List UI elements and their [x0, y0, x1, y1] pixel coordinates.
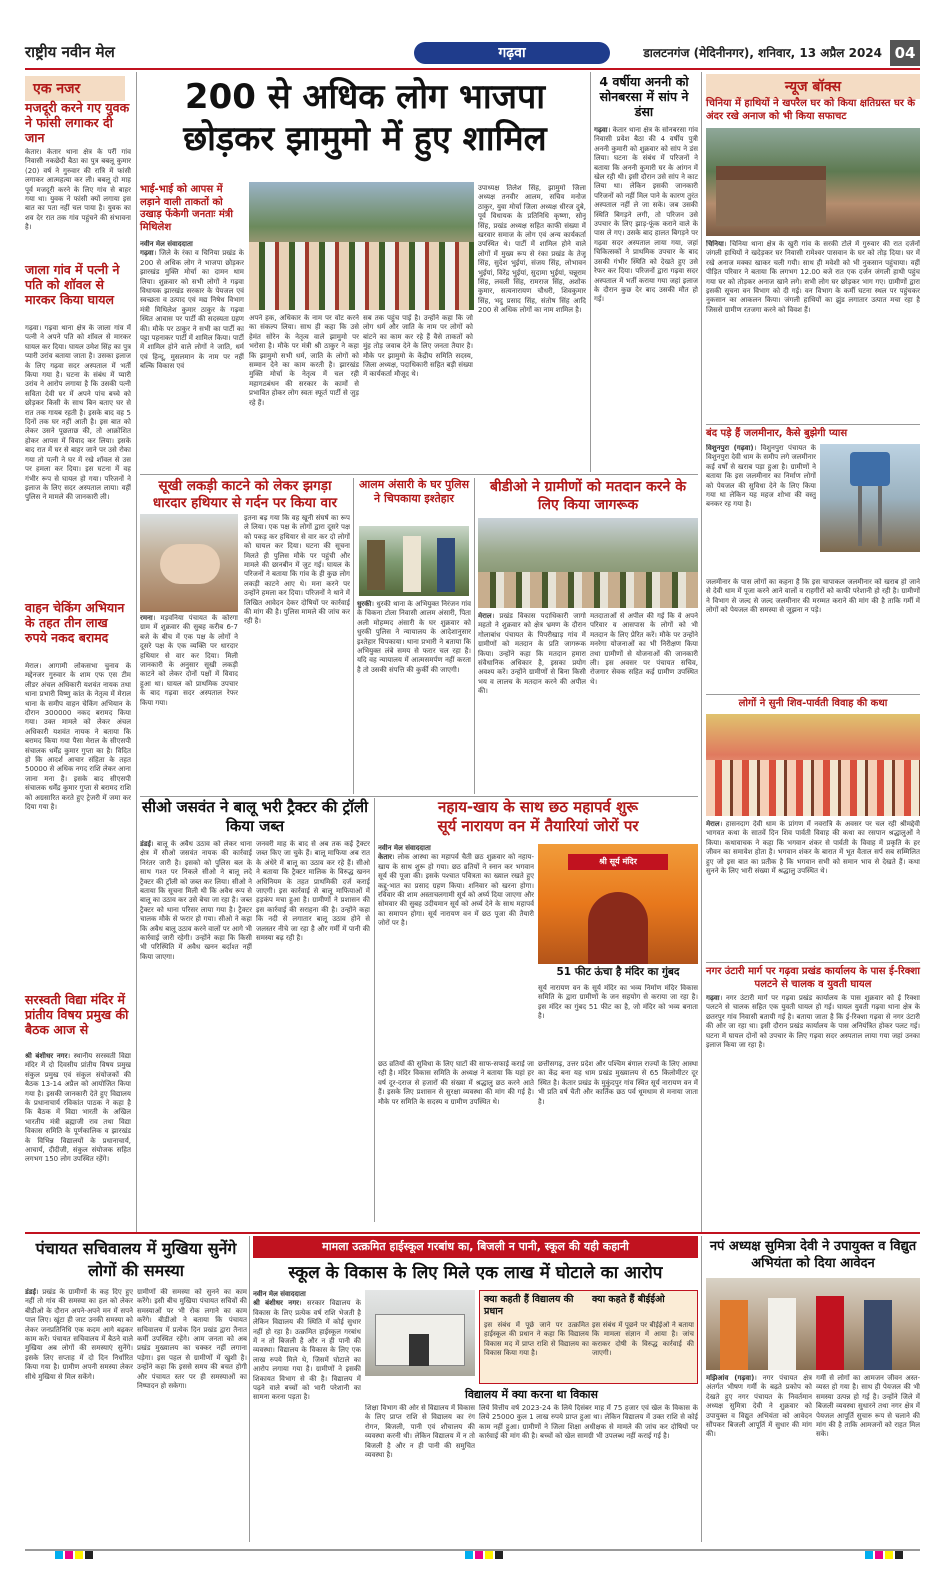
temple-door [588, 892, 648, 964]
headline-majdoori: मजदूरी करने गए युवक ने फांसी लगाकर दी जान [25, 100, 130, 145]
tank-leg [858, 486, 862, 546]
photo-injured [140, 514, 238, 612]
jalminar-body: विशुनपुरा (गढ़वा)। विशुनपुरा पंचायत के विशुनपुरा देवी धाम के समीप लगे जलमीनार कई वर्षों से खराब पड़ा हुआ है। ग्रामीणों ने बताया कि इस जलमीनार का निर्माण लोगों को पेयजल की सुविधा देने के लिए किया गया था लेकिन यह महज शोभा की वस्तु बनकर रह गया है। [706, 444, 816, 509]
byline: नवीन मेल संवाददाता [140, 240, 193, 248]
lead-photo-group [249, 182, 474, 310]
person-shape [367, 540, 385, 590]
person-shape [816, 1296, 844, 1370]
cmyk-swatch [465, 1551, 473, 1559]
school-body-1: नवीन मेल संवाददाता श्री बंशीधर नगर। सरकार विद्यालय के विकास के लिए प्रत्येक वर्ष राशि भेजती है लेकिन विद्यालय की स्थिति में कोई सुधार नहीं हो रहा है। उत्क्रमित हाईस्कूल गरबांध में न तो बिजली है और न ही पानी की व्यवस्था। विद्यालय के विकास के लिए एक लाख रुपये मिले थे, जिसमें घोटाले का आरोप लगाया गया है। ग्रामीणों ने इसकी शिकायत विभाग से की है। विद्यालय में पढ़ने वाले बच्चों को भारी परेशानी का सामना करना पड़ता है। [253, 1290, 361, 1402]
seo-body-1: डंडई। बालू के अवैध उठाव को लेकर थाना क्षेत्र में सीओ जसवंत नायक की कार्रवाई निरंतर जारी है। इसको को पुलिस बल के साथ गश्त पर निकले सीओ ने बालू लदे ट्रैक्टर की ट्रॉली को जब्त कर लिया। सीओ ने बताया कि सूचना मिली थी कि अवैध रूप से बालू का उठाव कर उसे बेचा जा रहा है। जब्त ट्रैक्टर को थाना परिसर लाया गया है। ट्रैक्टर चालक मौके से फरार हो गया। सीओ ने कहा कि अवैध बालू उठाव करने वालों पर आगे भी कार्रवाई जारी रहेगी। उन्होंने कहा कि किसी भी परिस्थिति में अवैध खनन बर्दाश्त नहीं किया जाएगा। [140, 840, 252, 961]
person-shape [768, 1298, 796, 1370]
lead-body-col1: नवीन मेल संवाददाता गढ़वा। जिले के रंका व चिनिया प्रखंड के 200 से अधिक लोग ने भाजपा छोड़कर झारखंड मुक्ति मोर्चा का दामन थाम लिया। शुक्रवार को सभी लोगों ने गढ़वा विधायक झारखंड सरकार के पेयजल एवं स्वच्छता व उत्पाद एवं मद्य निषेध विभाग मंत्री मिथिलेश कुमार ठाकुर के गढ़वा स्थित आवास पर पार्टी की सदस्यता ग्रहण की। मौके पर ठाकुर ने सभी का पार्टी का पट्टा पहनाकर पार्टी में शामिल किया। पार्टी में शामिल होने वाले लोगों ने जाति, धर्म एवं हिन्दू, मुसलमान के नाम पर नहीं बल्कि विकास एवं [140, 240, 244, 371]
dateline-word: मझिआंव (गढ़वा) [706, 1374, 755, 1382]
photo-police [359, 526, 469, 596]
sumitra-body-1: मझिआंव (गढ़वा)। नगर पंचायत क्षेत्र अंतर्गत भीषण गर्मी के बढ़ते प्रकोप को देखते हुए नगर पंचायत के निवर्तमान अध्यक्ष सुमित्रा देवी ने शुक्रवार को उपायुक्त व विद्युत अभियंता को आवेदन सौंपकर बिजली आपूर्ति में सुधार की मांग की। [706, 1374, 812, 1439]
dateline-word: रमना [140, 614, 153, 622]
headline-panchayat: पंचायत सचिवालय में मुखिया सुनेंगे लोगों की समस्या [35, 1239, 237, 1280]
lead-headline-block [140, 76, 590, 186]
body-text: केतार। केतार थाना क्षेत्र के पर्री गांव निवासी नकछेदी बैठा का पुत्र बबलू कुमार (20) वर्ष ने गुरुवार की रात्रि में फांसी लगाकर आत्महत्या कर ली। बबलू दो माह पूर्व मजदूरी करने के लिए गांव से बाहर गया था। युवक ने फांसी क्यों लगाया इस बात का पता नहीं चल पाया है। युवक का शव देर रात तक गांव पहुंचने की संभावना है। [25, 148, 131, 232]
headline-sukhi-lakdi: सूखी लकड़ी काटने को लेकर झगड़ा धारदार हथियार से गर्दन पर किया वार [152, 478, 338, 511]
chhath-body-2: सूर्य नारायण वन के सूर्य मंदिर का भव्य निर्माण मंदिर विकास समिति के द्वारा ग्रामीणों के जन सहयोग से कराया जा रहा है। इस मंदिर का गुंबद 51 फीट का है, जो मंदिर को भव्य बनाता है। [538, 984, 698, 1021]
quote-beeo-body: इस संबंध में पूछने पर बीईईओ ने बताया कि मामला संज्ञान में आया है। जांच कराकर दोषी के विरुद्ध कार्रवाई की जाएगी। [592, 1321, 694, 1358]
headline-e-rickshaw: नगर उंटारी मार्ग पर गढ़वा प्रखंड कार्यालय के पास ई-रिक्शा पलटने से चालक व युवती घायल [706, 966, 920, 990]
divider [706, 962, 920, 963]
headline-seo-jaswant: सीओ जसवंत ने बालू भरी ट्रैक्टर की ट्रॉली किया जब्त [142, 798, 368, 835]
dateline-word: धुरकी [357, 600, 372, 608]
cmyk-swatch [55, 1551, 63, 1559]
crowd-shape [249, 242, 474, 310]
headline-vahan: वाहन चेकिंग अभियान के तहत तीन लाख रुपये नकद बरामद [25, 600, 125, 645]
sumitra-body-2: गर्मी से लोगों का आमजन जीवन अस्त-व्यस्त हो गया है। साथ ही पेयजल की भी समस्या उत्पन्न हो गई है। उन्होंने जिले में बिजली व्यवस्था सुधारने तथा नगर क्षेत्र में पेयजल आपूर्ति सुचारु रूप से चलाने की मांग की है ताकि आमजनों को राहत मिल सके। [816, 1374, 920, 1439]
cmyk-swatch [85, 1551, 93, 1559]
door-shape [409, 1334, 429, 1366]
quote-principal-head: क्या कहती हैं विद्यालय की प्रधान [484, 1294, 574, 1317]
byline: श्री बंशीधर नगर [25, 1052, 68, 1060]
dateline: डालटनगंज (मेदिनीनगर), शनिवार, 13 अप्रैल 2024 [643, 46, 882, 60]
body-text: श्री बंशीधर नगर। स्थानीय सरस्वती विद्या मंदिर में दो दिवसीय प्रांतीय विषय प्रमुख संकुल प्रमुख एवं संकुल संयोजकों की बैठक 13-14 अप्रैल को आयोजित किया गया है। इसकी जानकारी देते हुए विद्यालय के प्रधानाचार्य रविकांत पाठक ने कहा है कि बैठक में विद्या भारती के अखिल भारतीय मंत्री ब्रह्माजी राव तथा विद्या विकास समिति के पूर्णकालिक व झारखंड के विभिन्न विद्यालयों के प्रधानाचार्य, आचार्य, दीदीजी, संकुल संयोजक सहित लगभग 150 लोग उपस्थित रहेंगे। [25, 1052, 131, 1164]
photo-school [365, 1290, 475, 1376]
dateline-word: मेराल [478, 612, 492, 620]
person-shape [864, 1300, 892, 1370]
dateline-word: केतार [378, 853, 393, 862]
subhead-development: विद्यालय में क्या करना था विकास [465, 1388, 598, 1401]
photo-water-tank [820, 444, 920, 552]
chhath-body-3: छठ व्रतियों की सुविधा के लिए घाटों की साफ-सफाई कराई जा रही है। मंदिर विकास समिति के अध्यक्ष ने बताया कि यहां हर वर्ष दूर-दराज से हजारों की संख्या में श्रद्धालु छठ करने आते हैं। इसके लिए प्रशासन से सुरक्षा व्यवस्था की मांग की गई है। मौके पर समिति के सदस्य व ग्रामीण उपस्थित थे। [378, 1060, 534, 1106]
lead-headline-line1: 200 से अधिक लोग भाजपा [184, 77, 546, 117]
cmyk-swatch [895, 1551, 903, 1559]
page-number: 04 [890, 40, 920, 66]
person-shape [403, 536, 421, 592]
cmyk-swatch [475, 1551, 483, 1559]
panchayat-body-2: ग्रामीणों की समस्या को सुनने का काम करेंगे। इसी बीच मुखिया पंचायत सचिवों की समस्याओं पर भी रोक लगाने का काम करेंगे। बीडीओ ने बताया कि पंचायत सचिवालय में प्रत्येक दिन प्रखंड द्वारा तैनात कर्मी उपस्थित रहेंगे। आम जनता को अब प्रखंड मुख्यालय का चक्कर नहीं लगाना पड़ेगा। इस पहल से ग्रामीणों में खुशी है। उन्होंने कहा कि इससे समय की बचत होगी और पंचायत स्तर पर ही समस्याओं का निष्पादन हो सकेगा। [137, 1288, 247, 1391]
photo-officials [706, 1278, 920, 1370]
bdo-body-1: मेराल। प्रखंड विकास पदाधिकारी जागो महतो ने शुक्रवार को क्षेत्र भ्रमण के दौरान गोलाबांध पंचायत के पिपरीखाड़ गांव में ग्रामीणों को मतदान के प्रति जागरूक किया। उन्होंने कहा कि मतदान हमारा संवैधानिक अधिकार है, इसका प्रयोग अवश्य करें। उन्होंने ग्रामीणों से बिना किसी भय व लालच के मतदान करने की अपील की। [478, 612, 586, 696]
column-divider [701, 1236, 702, 1542]
school-body-2: शिक्षा विभाग की ओर से विद्यालय में विकास के लिए प्राप्त राशि से विद्यालय का रंग रोगन, बिजली, पानी एवं शौचालय की व्यवस्था करनी थी। लेकिन विद्यालय में न तो बिजली है और न ही पानी की समुचित व्यवस्था है। [365, 1404, 475, 1460]
lead-body-col2: अपने हक, अधिकार के नाम पर वोट करने का संकल्प लिया। साथ ही कहा कि उसे हेमंत सोरेन के नेतृत्व वाले झामुमो पर भरोसा है। मौके पर मंत्री श्री ठाकुर ने कहा कि झामुमो सभी धर्म, जाति के लोगों को सम्मान देने का काम करती है। झारखंड मुक्ति मोर्चा के नेतृत्व में चल रही महागठबंधन की सरकार के कामों से प्रभावित होकर लोग स्वतः स्फूर्त पार्टी से जुड़ रहे हैं। [249, 314, 359, 407]
column-divider [249, 1236, 250, 1542]
audience-shape [706, 760, 920, 816]
lead-body-col4: उपाध्यक्ष तिलेश सिंह, झामुमो जिला अध्यक्ष तनवीर आलम, सचिव मनोज ठाकुर, युवा मोर्चा जिला अध्यक्ष धीरज दुबे, पूर्व विधायक के प्रतिनिधि कृष्णा, सोनू सिंह, प्रखंड अध्यक्ष सहित काफी संख्या में खरवार समाज के लोग एवं अन्य कार्यकर्ता उपस्थित थे। पार्टी में शामिल होने वाले लोगों में मुख्य रूप से रंका प्रखंड के तेजू सिंह, सुदेश भुईयां, संजय सिंह, लोभावन भुईयां, विरेंद्र भुईयां, सुदामा भुईयां, चन्नूराम सिंह, लवली सिंह, रामराज सिंह, अशोक कुमार, सत्यनारायण चौधरी, शिवकुमार सिंह, भदु प्रसाद सिंह, संतोष सिंह आदि 200 से अधिक लोगों का नाम शामिल है। [478, 184, 586, 315]
person-shape [437, 538, 455, 592]
headline-bdo: बीडीओ ने ग्रामीणों को मतदान करने के लिए किया जागरूक [490, 479, 686, 513]
quote-principal-body: इस संबंध में पूछे जाने पर उत्क्रमित हाईस्कूल की प्रधान ने कहा कि विद्यालय विकास मद में प्राप्त राशि से विद्यालय का विकास किया गया है। [484, 1321, 589, 1358]
photo-village [478, 518, 698, 608]
headline-saraswati: सरस्वती विद्या मंदिर में प्रांतीय विषय प्रमुख की बैठक आज से [25, 992, 129, 1037]
cmyk-swatch [485, 1551, 493, 1559]
house-shape [716, 166, 826, 226]
sukhi-body-1: रमना। मड़वनिया पंचायत के कोरगा ग्राम में शुक्रवार की सुबह करीब 6-7 बजे के बीच में एक पक्ष के लोगों ने दूसरे पक्ष के एक व्यक्ति पर धारदार हथियार से वार कर दिया। मिली जानकारी के अनुसार सूखी लकड़ी काटने को लेकर दोनों पक्षों में विवाद हुआ था। घायल को प्राथमिक उपचार के बाद गढ़वा सदर अस्पताल रेफर किया गया। [140, 614, 238, 707]
snake-body: गढ़वा। केतार थाना क्षेत्र के सोनबरसा गांव निवासी प्रवेश बैठा की 4 वर्षीय पुत्री अननी कुमारी को शुक्रवार को सांप ने डंस लिया। घटना के संबंध में परिजनों ने बताया कि अननी कुमारी घर के आंगन में खेल रही थी। इसी दौरान उसे सांप ने काट लिया था। लेकिन इसकी जानकारी परिजनों को नहीं मिल पाने के कारण तुरंत अस्पताल नहीं ले जा सके। जब उसकी स्थिति बिगड़ने लगी, तो परिजन उसे उपचार के लिए झाड़-फूंक कराने वाले के पास ले गए। उसके बाद हालत बिगड़ने पर गढ़वा सदर अस्पताल लाया गया, जहां चिकित्सकों ने प्राथमिक उपचार के बाद उसकी गंभीर स्थिति को देखते हुए उसे रेफर कर दिया। परिजनों द्वारा गढ़वा सदर अस्पताल में भर्ती कराया गया जहां इलाज के दौरान कुछ देर बाद उसकी मौत हो गई। [594, 126, 698, 304]
cmyk-swatch [65, 1551, 73, 1559]
cmyk-swatch [885, 1551, 893, 1559]
byline: नवीन मेल संवाददाता [378, 844, 431, 852]
chhath-body-4: छत्तीसगढ़, उत्तर प्रदेश और पश्चिम बंगाल राज्यों के लिए आस्था का केंद्र बना यह धाम प्रखंड मुख्यालय से 65 किलोमीटर दूर स्थित है। केतार प्रखंड के मुकुंदपुर गांव स्थित सूर्य नारायण वन में भी प्रति वर्ष चैती और कार्तिक छठ पर्व धूमधाम से मनाया जाता है। [538, 1060, 698, 1106]
headline-school: स्कूल के विकास के लिए मिले एक लाख में घोटाले का आरोप [288, 1263, 663, 1283]
headline-jalminar: बंद पड़े हैं जलमीनार, कैसे बुझेगी प्यास [706, 428, 848, 439]
dateline-word: गढ़वा [594, 126, 608, 134]
dateline-word: गढ़वा [140, 249, 154, 258]
headline-alam-ansari: आलम अंसारी के घर पुलिस ने चिपकाया इश्तेहार [358, 478, 470, 505]
person-shape [720, 1300, 748, 1370]
column-divider [474, 478, 475, 794]
photo-temple [538, 844, 698, 964]
panchayat-body-1: डंडई। प्रखंड के ग्रामीणों के कह दिए हुए नहीं तो गांव की समस्या का हल को लेकर बीडीओ के दौरान अपने-अपने मन में सपने पाल लिए। खूंटा ही जाट उनकी समस्या को लेकर जनप्रतिनिधि एक कदम आगे बढ़कर काम करें। पंचायत सचिवालय में बैठने वाले मुखिया अब लोगों की समस्याएं सुनेंगे। इसके लिए सप्ताह में दो दिन निर्धारित किया गया है। ग्रामीण अपनी समस्या लेकर सीधे मुखिया से मिल सकेंगे। [25, 1288, 133, 1381]
byline: नवीन मेल संवाददाता [253, 1290, 306, 1298]
lead-body-col3: सब तक पहुंच पाई है। उन्होंने कहा कि जो लोग धर्म और जाति के नाम पर लोगों को बांटने का काम कर रहे हैं वैसे ताकतों को मुंह तोड़ जवाब देने के लिए जनता तैयार है। मौके पर झामुमो के केंद्रीय समिति सदस्य, जिला अध्यक्ष, पदाधिकारी सहित बड़ी संख्या में कार्यकर्ता मौजूद थे। [363, 314, 473, 379]
ek-nazar-tab: एक नजर [25, 76, 125, 101]
headline-snake: 4 वर्षीया अननी को सोनबरसा में सांप ने डंसा [599, 74, 689, 119]
sukhi-body-2: इतना बढ़ गया कि वह खूनी संघर्ष का रूप ले लिया। एक पक्ष के लोगों द्वारा दूसरे पक्ष को पकड़ कर हथियार से वार कर दो लोगों को घायल कर दिया। घटना की सूचना मिलते ही पुलिस मौके पर पहुंची और मामले की छानबीन में जुट गई। घायल के परिजनों ने बताया कि गांव के ही कुछ लोग लकड़ी काटने आए थे। मना करने पर उन्होंने हमला कर दिया। परिजनों ने थाने में लिखित आवेदन देकर दोषियों पर कार्रवाई की मांग की है। पुलिस मामले की जांच कर रही है। [244, 514, 350, 626]
left-column [25, 72, 133, 1232]
news-box-tab: न्यूज बॉक्स [706, 74, 920, 99]
tank-leg [878, 486, 882, 546]
headline-shiv-parvati: लोगों ने सुनी शिव-पार्वती विवाह की कथा [738, 698, 888, 709]
dateline-word: मेराल [706, 820, 720, 828]
header-rule [25, 68, 920, 70]
print-registration-bar [25, 1549, 920, 1559]
section-rule [25, 1232, 920, 1234]
katha-body: मेराल। हासनदाग देवी धाम के प्रांगण में नवरात्रि के अवसर पर चल रही श्रीमद्देवी भागवत कथा के सातवें दिन शिव पार्वती विवाह की कथा का रसपान श्रद्धालुओं ने किया। कथावाचक ने कहा कि भगवान शंकर से पार्वती के विवाह में प्रकृति के हर जीवन का समावेश होता है। भगवान शंकर के बारात में भूत वैताल सर्प सब सम्मिलित हुए जो इस बात का प्रतीक है कि भगवान सभी को समान भाव से देखते हैं। कथा सुनने के लिए भारी संख्या में श्रद्धालु उपस्थित थे। [706, 820, 920, 876]
headline-sumitra: नपं अध्यक्ष सुमित्रा देवी ने उपायुक्त व विद्युत अभियंता को दिया आवेदन [709, 1239, 917, 1271]
dateline-word: गढ़वा [706, 994, 720, 1002]
e-rickshaw-body: गढ़वा। नगर उंटारी मार्ग पर गढ़वा प्रखंड कार्यालय के पास शुक्रवार को ई रिक्शा पलटने से चालक सहित एक युवती घायल हो गई। घायल युवती गढ़वा थाना क्षेत्र के छतरपुर गांव निवासी बतायी गई है। बताया जाता है कि ई-रिक्शा गढ़वा से नगर उंटारी की ओर जा रहा था। इसी दौरान प्रखंड कार्यालय के पास अनियंत्रित होकर पलट गई। घटना में घायल दोनों को उपचार के लिए गढ़वा सदर अस्पताल लाया गया जहां उनका इलाज किया जा रहा है। [706, 994, 920, 1050]
tank-shape [850, 452, 890, 486]
page-header [25, 40, 920, 68]
school-body-3: लिये वित्तीय वर्ष 2023-24 के लिये दिसंबर माह में 75 हजार एवं खेल के विकास के लिये 25000 कुल 1 लाख रुपये प्राप्त हुआ था। लेकिन विद्यालय में उक्त राशि से कोई काम नहीं हुआ। ग्रामीणों ने जिला शिक्षा अधीक्षक से मामले की जांच कर दोषियों पर कार्रवाई की मांग की है। बच्चों को खेल सामग्री भी उपलब्ध नहीं कराई गई है। [479, 1404, 698, 1441]
bdo-body-2: मतदाताओं से अपील की गई कि वे अपने परिवार व आसपास के लोगों को भी मतदान के लिए प्रेरित करें। मौके पर उन्होंने मनरेगा योजनाओं का भी निरीक्षण किया तथा ग्रामीणों से योजनाओं की जानकारी ली। इस अवसर पर पंचायत सचिव, रोजगार सेवक सहित कई ग्रामीण उपस्थित थे। [590, 612, 698, 686]
column-divider [374, 798, 375, 1222]
school-kicker: मामला उत्क्रमित हाईस्कूल गरबांध का, बिजली न पानी, स्कूल की यही कहानी [253, 1236, 698, 1258]
temple-sign: श्री सूर्य मंदिर [568, 854, 668, 870]
quote-box [479, 1290, 698, 1384]
seo-body-2: जनवरी माह के बाद से अब तक कई ट्रैक्टर जब्त किए जा चुके हैं। बालू माफिया अब रात के अंधेरे में बालू का उठाव कर रहे हैं। सीओ ने बताया कि ट्रैक्टर मालिक के विरुद्ध खनन अधिनियम के तहत प्राथमिकी दर्ज कराई जाएगी। इस कार्रवाई से बालू माफियाओं में हड़कंप मचा हुआ है। ग्रामीणों ने प्रशासन की इस कार्रवाई की सराहना की है। उन्होंने कहा कि नदी से लगातार बालू उठाव होने से जलस्तर नीचे जा रहा है और गर्मी में पानी की समस्या बढ़ रही है। [256, 840, 370, 943]
cmyk-swatch [875, 1551, 883, 1559]
cmyk-swatch [865, 1551, 873, 1559]
divider [706, 424, 920, 425]
lead-headline-line2: छोड़कर झामुमो में हुए शामिल [183, 119, 547, 159]
elephants-body: चिनिया। चिनिया थाना क्षेत्र के खुरी गांव के सरकी टोले में गुरुवार की रात दर्जनों जंगली हाथियों ने खदेड़कर घर निवासी रामेश्वर पासवान के घर को तोड़ दिया। घर में रखे अनाज मक्का खाकर चली गयी। साथ ही मवेशी को भी नुकसान पहुंचाया। वहीं पीड़ित परिवार ने बताया कि लगभग 12.00 बजे रात एक दर्जन जंगली हाथी पहुंच गया घर को तोड़कर अनाज खाने लगे। सभी लोग घर छोड़कर भाग गए। ग्रामीणों द्वारा इसकी सूचना वन विभाग को दी गई। वन विभाग के कर्मी घटना स्थल पर पहुंचकर नुकसान का आकलन किया। जंगली हाथियों का झुंड लगातार उत्पात मचा रहा है जिससे ग्रामीण रतजगा करने को विवश हैं। [706, 240, 920, 314]
column-divider [136, 72, 137, 1232]
section-badge: गढ़वा [414, 42, 610, 64]
dateline-word: डंडई [140, 840, 151, 848]
temple-caption: 51 फीट ऊंचा है मंदिर का गुंबद [556, 966, 680, 978]
photo-katha [706, 714, 920, 816]
quote-beeo-head: क्या कहते हैं बीईईओ [592, 1294, 665, 1305]
crowd-shape [478, 572, 698, 608]
cmyk-swatch [75, 1551, 83, 1559]
alam-body: धुरकी। धुरकी थाना के अभियुक्त निरंजन गांव के चिकना टोला निवासी आलम अंसारी, पिता अली मोहम्मद अंसारी के घर शुक्रवार को धुरकी पुलिस ने न्यायालय के आदेशानुसार इश्तेहार चिपकाया। थाना प्रभारी ने बताया कि अभियुक्त लंबे समय से फरार चल रहा है। यदि वह न्यायालय में आत्मसमर्पण नहीं करता है तो उसकी संपत्ति की कुर्की की जाएगी। [357, 600, 471, 674]
divider [140, 796, 698, 797]
dateline-word: श्री बंशीधर नगर [253, 1299, 300, 1308]
headline-chhath-1: नहाय-खाय के साथ छठ महापर्व शुरू [438, 798, 638, 816]
divider [140, 474, 698, 475]
jalminar-body-2: जलमीनार के पास लोगों का कहना है कि इस चापाकल जलमीनार को खराब हो जाने से देवी धाम में पूजा करने आने वालों व राहगीरों को काफी परेशानी हो रही है। ग्रामीणों ने विभाग से जल्द से जल्द जलमीनार की मरम्मत कराने की मांग की है ताकि गर्मी में लोगों को पेयजल की समस्या से जूझना न पड़े। [706, 578, 920, 615]
dateline-word: डंडई [25, 1288, 36, 1296]
headline-chhath-2: सूर्य नारायण वन में तैयारियां जोरों पर [437, 817, 639, 835]
body-text: मेराल। आगामी लोकसभा चुनाव के मद्देनजर गुरुवार के शाम एफ एस टीम लीडर अंचल अधिकारी यशवंत नायक तथा थाना प्रभारी विष्णु कांत के नेतृत्व में मेराल थाना के समीप वाहन चेकिंग अभियान के दौरान 300000 नकद बरामद किया गया। उक्त मामले को लेकर अंचल अधिकारी यशवंत नायक ने बताया कि बरामद किया गया पैसा मेराल के सीएसपी संचालक धर्मेंद्र कुमार गुप्ता का है। विदित हो कि आदर्श आचार संहिता के तहत 50000 से अधिक नगद राशि लेकर आना जाना मना है। इसके बाद सीएसपी संचालक धर्मेंद्र कुमार गुप्ता से बरामद राशि को अग्रसारित करते हुए ट्रेजरी में जमा कर दिया गया है। [25, 662, 131, 812]
dateline-word: चिनिया [706, 240, 724, 248]
dateline-word: विशुनपुरा (गढ़वा) [706, 444, 754, 452]
chhath-body-1: नवीन मेल संवाददाता केतार। लोक आस्था का महापर्व चैती छठ शुक्रवार को नहाय-खाय के साथ शुरू हो गया। छठ व्रतियों ने स्नान कर भगवान सूर्य की पूजा की। इसके पश्चात पवित्रता का ख्याल रखते हुए कद्दू-भात का प्रसाद ग्रहण किया। शनिवार को खरना होगा। रविवार की शाम अस्ताचलगामी सूर्य को अर्घ्य दिया जाएगा और सोमवार की सुबह उदीयमान सूर्य को अर्घ्य देने के साथ महापर्व का समापन होगा। सूर्य नारायण वन में छठ पूजा की तैयारी जोरों पर है। [378, 844, 534, 928]
column-divider [701, 72, 702, 1232]
lead-quote: भाई-भाई को आपस में लड़ाने वाली ताकतों को उखाड़ फेंकेगी जनताः मंत्री मिथिलेश [140, 184, 234, 233]
masthead: राष्ट्रीय नवीन मेल [25, 43, 115, 61]
cmyk-swatch [495, 1551, 503, 1559]
column-divider [590, 72, 591, 472]
photo-damaged-house [706, 128, 920, 236]
divider [706, 694, 920, 695]
column-divider [353, 478, 354, 794]
headline-elephants: चिनिया में हाथियों ने खपरैल घर को किया क्षतिग्रस्त घर के अंदर रखे अनाज को भी किया सफाचट [706, 98, 916, 122]
headline-jala: जाला गांव में पत्नी ने पति को शॉवल से मारकर किया घायल [25, 262, 120, 307]
person-shape [160, 544, 220, 584]
body-text: गढ़वा। गढ़वा थाना क्षेत्र के जाला गांव में पत्नी ने अपने पति को शॉवल से मारकर घायल कर दिया। घायल उमेश सिंह का पुत्र प्यारी उरांव बताया जाता है। उसका इलाज के लिए गढ़वा सदर अस्पताल में भर्ती किया गया है। घटना के संबंध में प्यारी उरांव ने आरोप लगाया है कि उसकी पत्नी सविता देवी घर में अपने पांच बच्चे को छोड़कर किसी के साथ बिन बताए घर से रात तक गायब रहती है। इसके बाद वह 5 दिनों तक घर नहीं आती है। इस बात को लेकर उसने पूछताछ की, तो आक्रोशित होकर आपस में विवाद कर लिया। इसके बाद रात में घर से बाहर जाने पर उसे रोका गया तो पत्नी ने घर में रखे शॉवल से उस पर हमला कर दिया। इस घटना में वह गंभीर रूप से घायल हो गया। परिजनों ने इलाज के लिए सदर अस्पताल लाया। वहीं पुलिस ने मामले की जानकारी ली। [25, 324, 131, 502]
